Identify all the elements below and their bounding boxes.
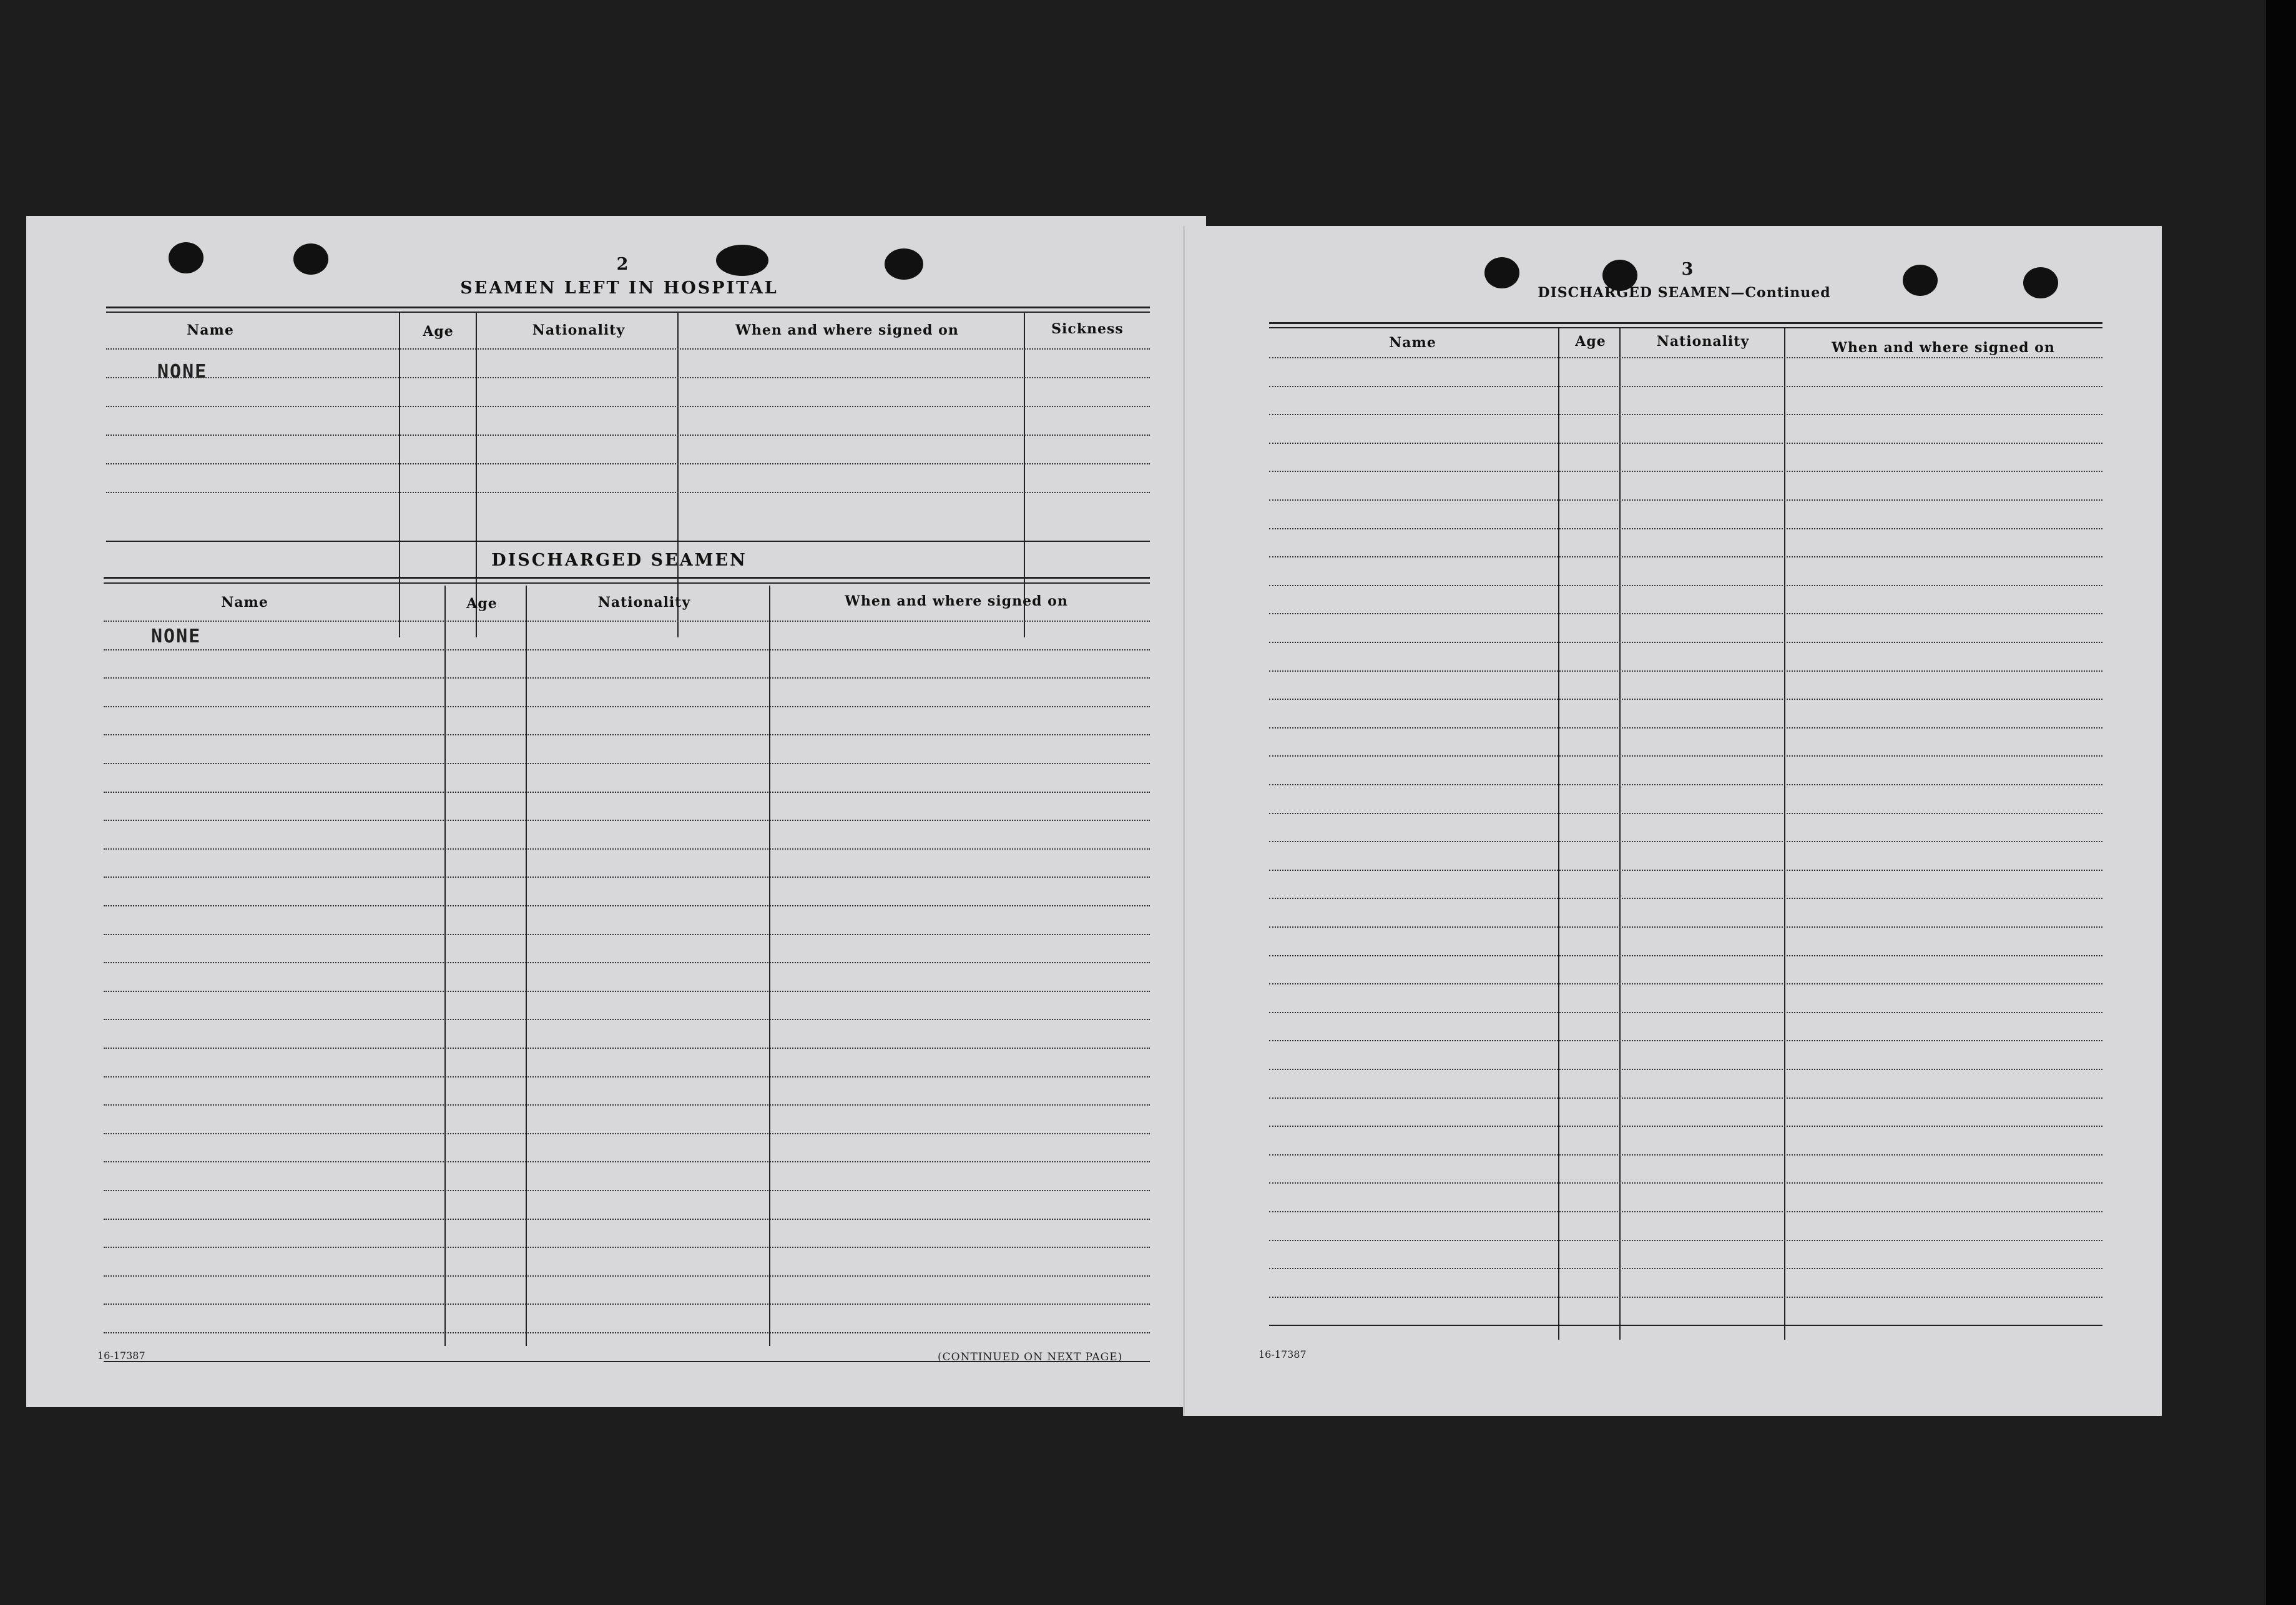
col-header-name: Name <box>1389 335 1436 351</box>
ruled-line <box>1269 642 2102 643</box>
ruled-line <box>1269 613 2102 614</box>
divider <box>106 312 1150 313</box>
backdrop-edge <box>2266 0 2296 1605</box>
ruled-line <box>1269 1097 2102 1099</box>
ruled-line <box>106 406 1150 407</box>
col-header-age: Age <box>1575 333 1606 350</box>
ruled-line <box>1269 699 2102 700</box>
ruled-line <box>104 763 1150 764</box>
col-header-nationality: Nationality <box>532 322 626 338</box>
ruled-line <box>1269 1126 2102 1127</box>
ruled-line <box>1269 585 2102 586</box>
ruled-line <box>1269 556 2102 557</box>
punch-hole <box>885 248 923 280</box>
ruled-line <box>1269 1211 2102 1212</box>
column-rule <box>1784 328 1785 1340</box>
col-header-age: Age <box>423 323 454 340</box>
divider <box>1269 322 2102 324</box>
col-header-age: Age <box>466 596 498 612</box>
ruled-line <box>104 848 1150 850</box>
col-header-nationality: Nationality <box>597 594 691 611</box>
ruled-line <box>1269 471 2102 472</box>
ruled-line <box>104 621 1150 622</box>
right-page <box>1183 226 2162 1416</box>
ruled-line <box>106 348 1150 350</box>
continued-note: (CONTINUED ON NEXT PAGE) <box>938 1351 1123 1363</box>
ruled-line <box>1269 1182 2102 1184</box>
ruled-line <box>106 492 1150 493</box>
ruled-line <box>104 1332 1150 1333</box>
ruled-line <box>106 434 1150 436</box>
column-rule <box>526 586 527 1346</box>
col-header-nationality: Nationality <box>1656 333 1750 350</box>
page-title: DISCHARGED SEAMEN—Continued <box>1538 285 1831 301</box>
divider <box>104 577 1150 579</box>
ruled-line <box>104 706 1150 707</box>
column-rule <box>769 586 770 1346</box>
ruled-line <box>104 962 1150 963</box>
ruled-line <box>1269 1268 2102 1269</box>
form-number: 16-17387 <box>97 1350 145 1362</box>
ruled-line <box>106 377 1150 378</box>
ruled-line <box>104 1190 1150 1191</box>
ruled-line <box>104 1247 1150 1248</box>
ruled-line <box>1269 1240 2102 1241</box>
ruled-line <box>104 1275 1150 1277</box>
punch-hole <box>293 243 328 275</box>
ruled-line <box>104 1303 1150 1305</box>
ruled-line <box>1269 841 2102 842</box>
col-header-signed-on: When and where signed on <box>735 322 959 338</box>
punch-hole <box>1903 265 1938 296</box>
ruled-line <box>1269 784 2102 785</box>
ruled-line <box>104 792 1150 793</box>
discharged-entry: NONE <box>151 626 202 647</box>
ruled-line <box>1269 1069 2102 1070</box>
page-number: 3 <box>1681 260 1694 279</box>
ruled-line <box>104 1161 1150 1162</box>
punch-hole <box>1484 257 1519 288</box>
ruled-line <box>104 1219 1150 1220</box>
ruled-line <box>104 649 1150 650</box>
ruled-line <box>1269 1297 2102 1298</box>
column-rule <box>1619 328 1621 1340</box>
ruled-line <box>1269 955 2102 956</box>
ruled-line <box>1269 1040 2102 1041</box>
ruled-line <box>1269 414 2102 415</box>
divider <box>104 582 1150 584</box>
ruled-line <box>104 991 1150 992</box>
ruled-line <box>106 463 1150 464</box>
ruled-line <box>104 734 1150 735</box>
ruled-line <box>1269 926 2102 928</box>
ruled-line <box>104 1133 1150 1134</box>
ruled-line <box>104 677 1150 679</box>
hospital-section-title: SEAMEN LEFT IN HOSPITAL <box>460 278 778 298</box>
ruled-line <box>1269 813 2102 814</box>
form-number: 16-17387 <box>1258 1348 1307 1360</box>
ruled-line <box>104 876 1150 878</box>
ruled-line <box>1269 870 2102 871</box>
punch-hole <box>716 245 768 276</box>
column-rule <box>677 313 679 637</box>
column-rule <box>399 313 400 637</box>
ruled-line <box>1269 386 2102 387</box>
bottom-rule <box>1269 1325 2102 1326</box>
ruled-line <box>104 934 1150 935</box>
ruled-line <box>104 820 1150 821</box>
ruled-line <box>104 1104 1150 1106</box>
divider <box>106 541 1150 542</box>
col-header-signed-on: When and where signed on <box>1832 340 2055 356</box>
ruled-line <box>1269 727 2102 729</box>
col-header-signed-on: When and where signed on <box>845 593 1068 609</box>
discharged-section-title: DISCHARGED SEAMEN <box>491 551 747 570</box>
ruled-line <box>1269 1154 2102 1156</box>
ruled-line <box>104 1048 1150 1049</box>
ruled-line <box>1269 898 2102 899</box>
ruled-line <box>1269 499 2102 501</box>
ruled-line <box>104 905 1150 906</box>
ruled-line <box>1269 670 2102 672</box>
ruled-line <box>104 1076 1150 1077</box>
col-header-sickness: Sickness <box>1051 321 1124 337</box>
divider <box>1269 327 2102 328</box>
col-header-name: Name <box>221 594 268 611</box>
punch-hole <box>2023 267 2058 298</box>
column-rule <box>444 586 446 1346</box>
ruled-line <box>1269 755 2102 757</box>
ruled-line <box>1269 983 2102 984</box>
ruled-line <box>1269 357 2102 358</box>
ruled-line <box>1269 1012 2102 1013</box>
left-page <box>26 216 1206 1407</box>
ruled-line <box>104 1019 1150 1020</box>
ruled-line <box>1269 443 2102 444</box>
ruled-line <box>1269 528 2102 529</box>
column-rule <box>1024 313 1025 637</box>
col-header-name: Name <box>187 322 234 338</box>
divider <box>106 307 1150 308</box>
hospital-entry: NONE <box>157 361 208 383</box>
column-rule <box>476 313 477 637</box>
column-rule <box>1558 328 1559 1340</box>
page-number: 2 <box>616 255 629 274</box>
punch-hole <box>169 242 204 273</box>
